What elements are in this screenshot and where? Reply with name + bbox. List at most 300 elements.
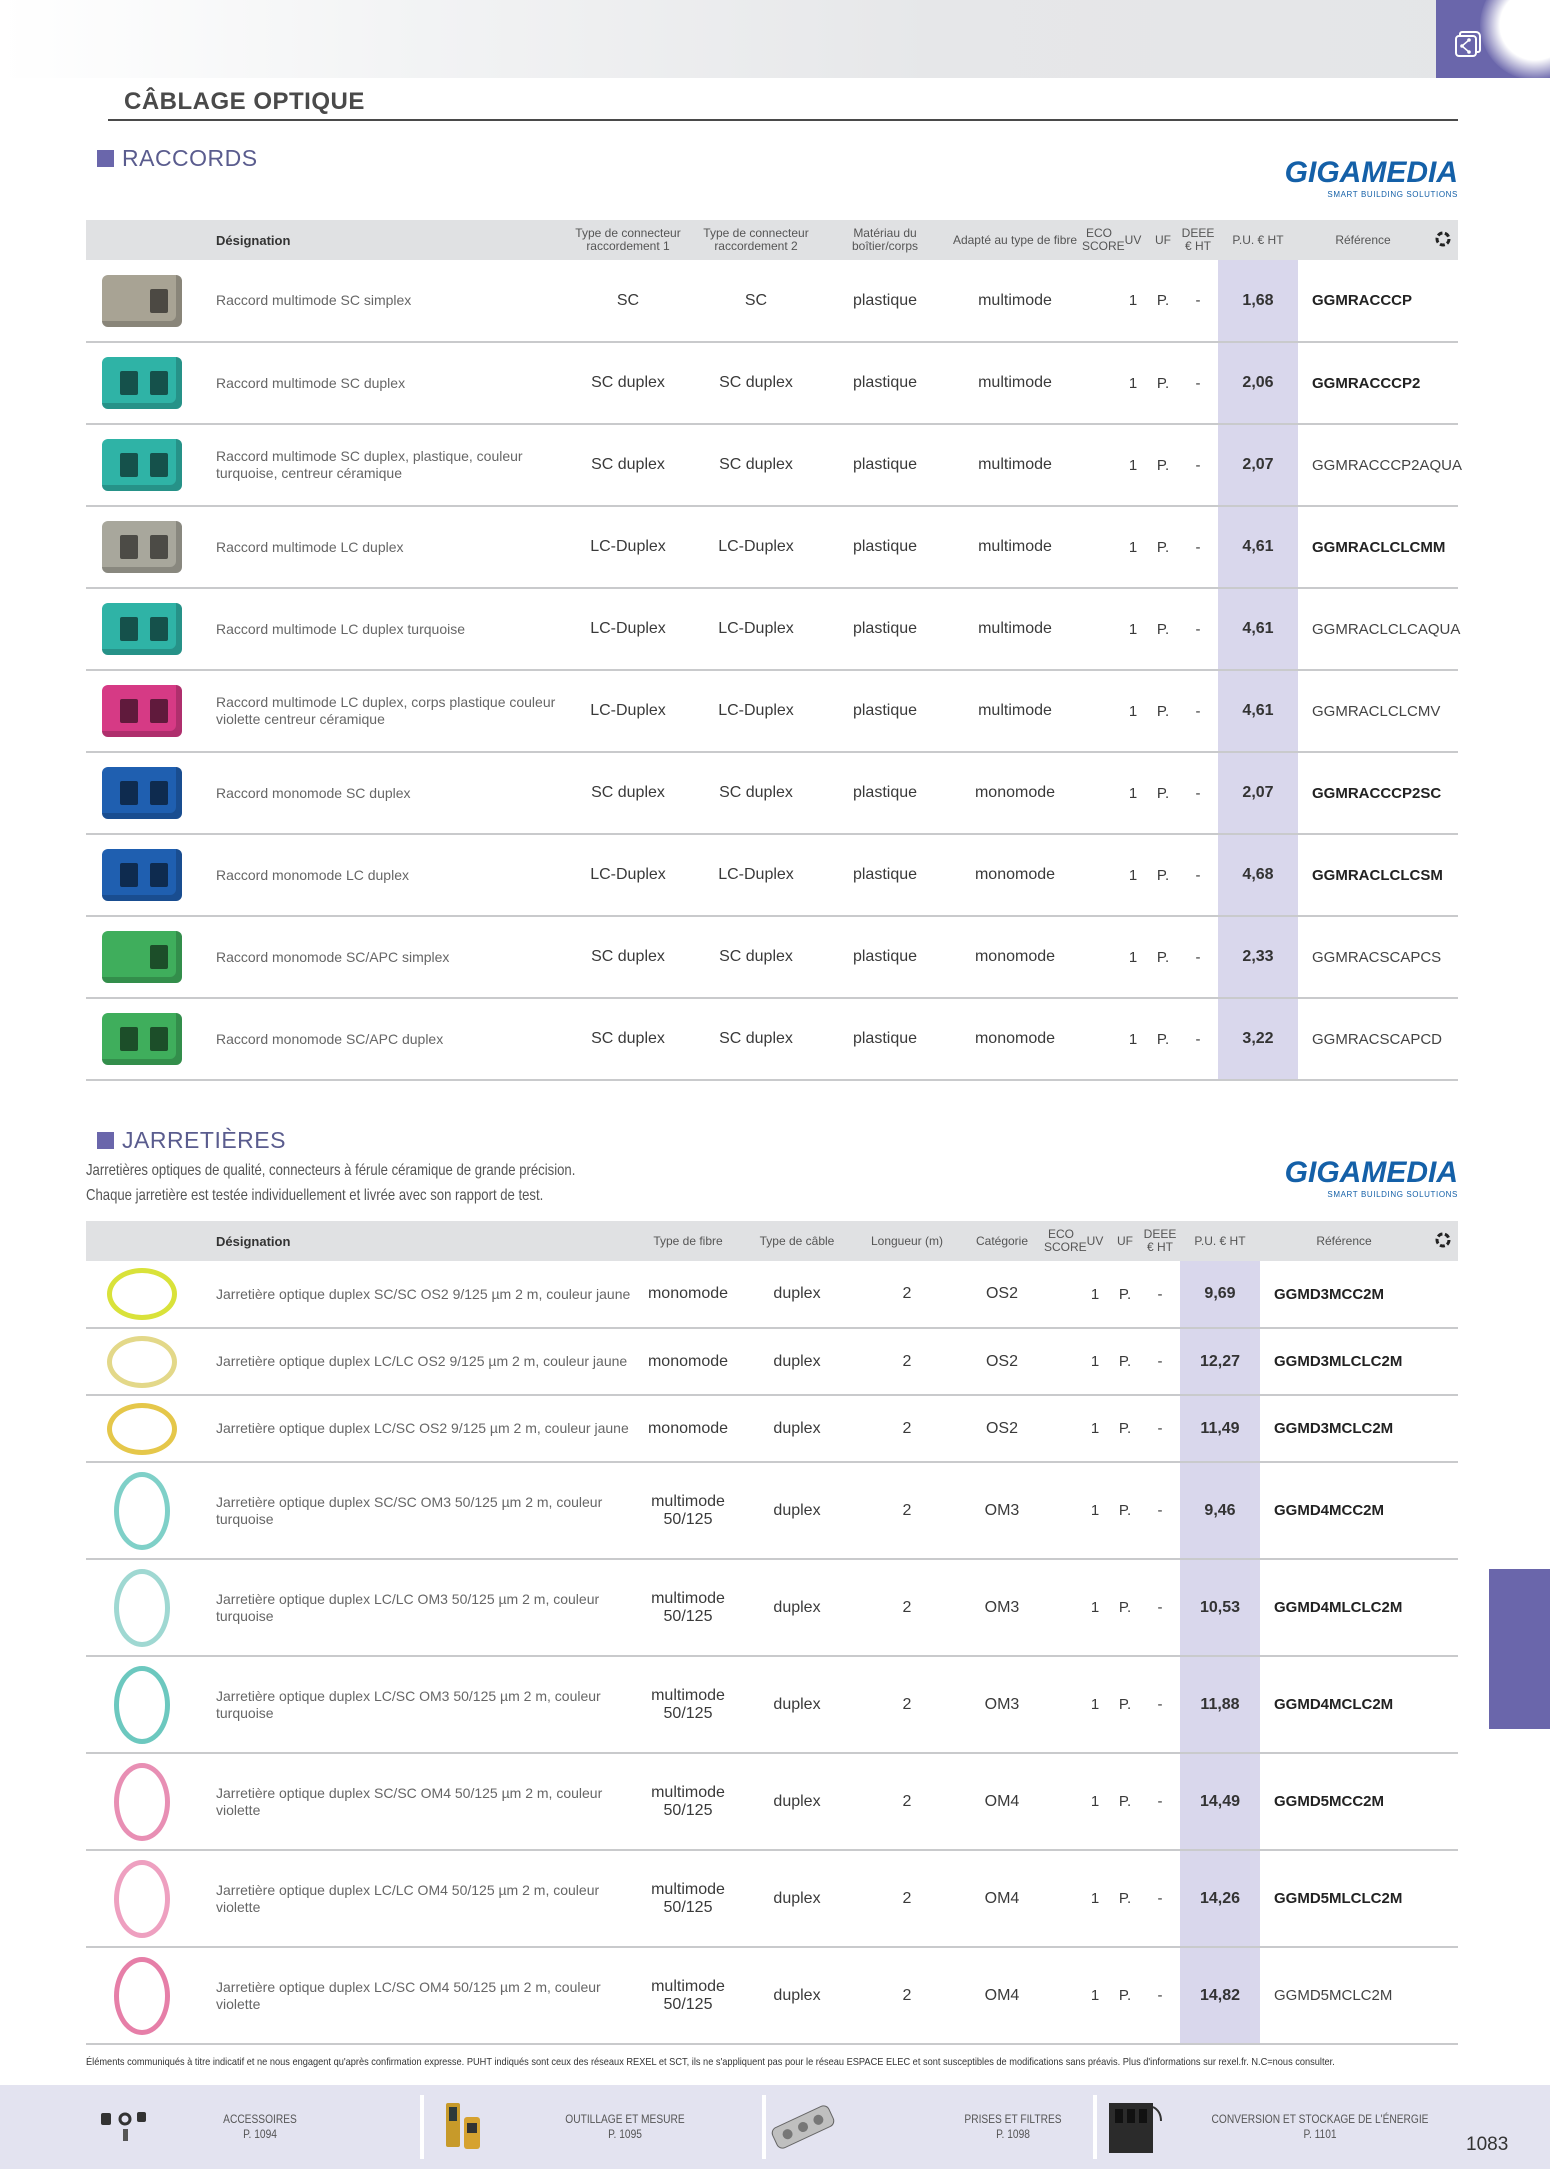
uv: 1 <box>1118 342 1148 424</box>
connector-1: SC duplex <box>564 342 692 424</box>
deee: - <box>1140 1656 1180 1753</box>
table-row[interactable] <box>86 342 1458 424</box>
designation: Jarretière optique duplex LC/SC OM3 50/125 µm 2 m, couleur turquoise <box>204 1656 634 1753</box>
designation: Raccord monomode LC duplex <box>204 834 564 916</box>
deee: - <box>1178 424 1218 506</box>
table-row[interactable] <box>86 1559 1458 1656</box>
fibre-type: multimode <box>950 342 1080 424</box>
adapter-product-icon <box>90 681 194 741</box>
chapter-side-tab[interactable] <box>1489 1569 1550 1729</box>
table-row[interactable] <box>86 1656 1458 1753</box>
fibre-type: monomode <box>950 998 1080 1080</box>
reference: GGMRACSCAPCS <box>1298 916 1428 998</box>
designation: Raccord multimode LC duplex, corps plastique couleur violette centreur céramique <box>204 670 564 752</box>
table-row[interactable] <box>86 1395 1458 1462</box>
recycle-cell <box>1428 1753 1458 1850</box>
nav-page: P. 1094 <box>243 2127 277 2141</box>
uf: P. <box>1148 752 1178 834</box>
connector-2: SC duplex <box>692 424 820 506</box>
nav-page: P. 1098 <box>996 2127 1030 2141</box>
product-shape <box>107 1403 177 1455</box>
uf: P. <box>1148 588 1178 670</box>
uv: 1 <box>1118 752 1148 834</box>
patch-cord-product-icon <box>90 1399 194 1459</box>
unit-price: 14,26 <box>1180 1850 1260 1947</box>
unit-price: 12,27 <box>1180 1328 1260 1395</box>
deee: - <box>1178 260 1218 342</box>
deee: - <box>1140 1850 1180 1947</box>
product-image <box>86 998 204 1080</box>
eco-score <box>1080 424 1118 506</box>
table-row[interactable] <box>86 1261 1458 1328</box>
unit-price: 14,82 <box>1180 1947 1260 2044</box>
reference: GGMRACLCLCSM <box>1298 834 1428 916</box>
fibre-type: multimode 50/125 <box>634 1559 742 1656</box>
unit-price: 2,07 <box>1218 752 1298 834</box>
recycle-cell <box>1428 1462 1458 1559</box>
cable-type: duplex <box>742 1559 852 1656</box>
legal-footnote: Éléments communiqués à titre indicatif et ne nous engagent qu'après confirmation expresse. PUHT indiqués sont ceux des réseaux REXEL et SCT, ils ne s'appliquent pas pour le réseau ESPACE ELEC et sont susceptibles de modifications sans préavis. Plus d'informations sur rexel.fr. N.C=nous consulter. <box>86 2056 1335 2068</box>
product-shape <box>107 1268 177 1320</box>
col-deee: DEEE € HT <box>1181 226 1215 253</box>
measuring-tool-icon <box>430 2097 500 2157</box>
product-image <box>86 1947 204 2044</box>
material: plastique <box>820 342 950 424</box>
col-reference: Référence <box>1316 1233 1372 1248</box>
reference: GGMD5MLCLC2M <box>1260 1850 1428 1947</box>
product-shape <box>102 357 182 409</box>
uf: P. <box>1110 1395 1140 1462</box>
cable-type: duplex <box>742 1753 852 1850</box>
deee: - <box>1178 998 1218 1080</box>
uf: P. <box>1110 1947 1140 2044</box>
designation: Raccord multimode LC duplex turquoise <box>204 588 564 670</box>
fibre-type: multimode 50/125 <box>634 1947 742 2044</box>
uv: 1 <box>1080 1395 1110 1462</box>
deee: - <box>1178 834 1218 916</box>
adapter-product-icon <box>90 763 194 823</box>
section-heading-raccords <box>97 145 258 172</box>
connector-2: LC-Duplex <box>692 834 820 916</box>
product-image <box>86 1559 204 1656</box>
col-fibre-type: Type de fibre <box>653 1233 723 1248</box>
nav-label: CONVERSION ET STOCKAGE DE L'ÉNERGIE <box>1211 2112 1429 2126</box>
eco-score <box>1080 342 1118 424</box>
product-image <box>86 424 204 506</box>
cable-type: duplex <box>742 1947 852 2044</box>
product-image <box>86 834 204 916</box>
col-designation: Désignation <box>216 1233 291 1249</box>
unit-price: 11,88 <box>1180 1656 1260 1753</box>
category: OM4 <box>962 1753 1042 1850</box>
table-row[interactable] <box>86 1850 1458 1947</box>
fibre-type: monomode <box>634 1395 742 1462</box>
uf: P. <box>1148 834 1178 916</box>
nav-label: PRISES ET FILTRES <box>964 2112 1062 2126</box>
table-row[interactable] <box>86 1947 1458 2044</box>
brand-logo <box>1268 158 1458 199</box>
product-shape <box>107 1336 177 1388</box>
table-row[interactable] <box>86 506 1458 588</box>
table-row[interactable] <box>86 424 1458 506</box>
col-price: P.U. € HT <box>1180 1221 1260 1261</box>
nav-divider <box>420 2095 424 2159</box>
fibre-type: monomode <box>950 752 1080 834</box>
unit-price: 4,61 <box>1218 506 1298 588</box>
table-row[interactable] <box>86 1462 1458 1559</box>
length: 2 <box>852 1850 962 1947</box>
jarretieres-table <box>86 1221 1458 2045</box>
uv: 1 <box>1080 1261 1110 1328</box>
material: plastique <box>820 506 950 588</box>
table-row[interactable] <box>86 834 1458 916</box>
reference: GGMD4MLCLC2M <box>1260 1559 1428 1656</box>
designation: Jarretière optique duplex SC/SC OM3 50/125 µm 2 m, couleur turquoise <box>204 1462 634 1559</box>
length: 2 <box>852 1559 962 1656</box>
fibre-type: multimode <box>950 424 1080 506</box>
eco-score <box>1080 834 1118 916</box>
uv: 1 <box>1118 834 1148 916</box>
reference: GGMD3MCLC2M <box>1260 1395 1428 1462</box>
fibre-type: monomode <box>634 1328 742 1395</box>
eco-score <box>1080 588 1118 670</box>
adapter-product-icon <box>90 271 194 331</box>
col-deee: DEEE € HT <box>1143 1227 1177 1254</box>
unit-price: 9,69 <box>1180 1261 1260 1328</box>
unit-price: 3,22 <box>1218 998 1298 1080</box>
uv: 1 <box>1118 670 1148 752</box>
product-shape <box>114 1860 170 1938</box>
uf: P. <box>1148 506 1178 588</box>
cable-type: duplex <box>742 1656 852 1753</box>
section-label: JARRETIÈRES <box>122 1127 286 1153</box>
fibre-type: multimode <box>950 260 1080 342</box>
brand-name: GIGAMEDIA <box>1284 156 1458 189</box>
deee: - <box>1140 1328 1180 1395</box>
patch-cord-product-icon <box>90 1869 194 1929</box>
material: plastique <box>820 588 950 670</box>
page-number: 1083 <box>1466 2134 1509 2155</box>
recycle-cell <box>1428 1395 1458 1462</box>
col-image <box>86 220 204 260</box>
reference: GGMRACSCAPCD <box>1298 998 1428 1080</box>
uf: P. <box>1110 1850 1140 1947</box>
product-shape <box>102 275 182 327</box>
eco-score <box>1080 670 1118 752</box>
col-eco-score: ECO SCORE <box>1082 226 1125 253</box>
uf: P. <box>1110 1462 1140 1559</box>
table-row[interactable] <box>86 998 1458 1080</box>
fibre-type: multimode <box>950 588 1080 670</box>
designation: Jarretière optique duplex LC/LC OM3 50/125 µm 2 m, couleur turquoise <box>204 1559 634 1656</box>
nav-accessoires[interactable] <box>90 2085 360 2169</box>
unit-price: 2,33 <box>1218 916 1298 998</box>
col-connector-2: Type de connecteur raccordement 2 <box>703 226 809 253</box>
fibre-type: monomode <box>950 916 1080 998</box>
uv: 1 <box>1080 1753 1110 1850</box>
material: plastique <box>820 752 950 834</box>
nav-outillage-mesure[interactable] <box>430 2085 750 2169</box>
deee: - <box>1140 1947 1180 2044</box>
eco-score <box>1042 1395 1080 1462</box>
col-uf: UF <box>1117 1233 1133 1248</box>
nav-conversion-stockage[interactable] <box>1100 2085 1460 2169</box>
product-image <box>86 1328 204 1395</box>
product-shape <box>114 1666 170 1744</box>
deee: - <box>1178 506 1218 588</box>
connector-1: LC-Duplex <box>564 834 692 916</box>
connector-1: LC-Duplex <box>564 670 692 752</box>
product-image <box>86 1656 204 1753</box>
unit-price: 14,49 <box>1180 1753 1260 1850</box>
connector-2: SC duplex <box>692 342 820 424</box>
table-row[interactable] <box>86 1328 1458 1395</box>
bottom-nav-bar <box>0 2085 1550 2169</box>
category: OS2 <box>962 1395 1042 1462</box>
eco-score <box>1042 1850 1080 1947</box>
uv: 1 <box>1118 260 1148 342</box>
section-label: RACCORDS <box>122 145 258 171</box>
deee: - <box>1140 1753 1180 1850</box>
eco-score <box>1080 998 1118 1080</box>
length: 2 <box>852 1656 962 1753</box>
fibre-type: monomode <box>950 834 1080 916</box>
col-designation: Désignation <box>216 232 291 248</box>
brand-name: GIGAMEDIA <box>1284 1156 1458 1189</box>
reference: GGMRACLCLCMV <box>1298 670 1428 752</box>
patch-cord-product-icon <box>90 1578 194 1638</box>
uf: P. <box>1148 670 1178 752</box>
patch-cord-product-icon <box>90 1966 194 2026</box>
deee: - <box>1140 1462 1180 1559</box>
cable-type: duplex <box>742 1462 852 1559</box>
eco-score <box>1042 1559 1080 1656</box>
deee: - <box>1178 916 1218 998</box>
designation: Raccord multimode SC duplex, plastique, couleur turquoise, centreur céramique <box>204 424 564 506</box>
recycle-cell <box>1428 1261 1458 1328</box>
connector-1: SC duplex <box>564 752 692 834</box>
unit-price: 4,61 <box>1218 588 1298 670</box>
patch-cord-product-icon <box>90 1332 194 1392</box>
product-shape <box>114 1569 170 1647</box>
brand-logo <box>1268 1158 1458 1199</box>
uf: P. <box>1110 1328 1140 1395</box>
recycle-cell <box>1428 1656 1458 1753</box>
category: OM3 <box>962 1462 1042 1559</box>
cable-type: duplex <box>742 1395 852 1462</box>
designation: Raccord multimode SC duplex <box>204 342 564 424</box>
share-icon[interactable] <box>1454 30 1484 60</box>
connector-1: SC duplex <box>564 916 692 998</box>
length: 2 <box>852 1947 962 2044</box>
uv: 1 <box>1118 506 1148 588</box>
designation: Raccord monomode SC/APC duplex <box>204 998 564 1080</box>
fibre-type: multimode <box>950 506 1080 588</box>
cable-type: duplex <box>742 1328 852 1395</box>
table-row[interactable] <box>86 916 1458 998</box>
unit-price: 9,46 <box>1180 1462 1260 1559</box>
product-shape <box>102 603 182 655</box>
product-image <box>86 1462 204 1559</box>
nav-prises-filtres[interactable] <box>768 2085 1128 2169</box>
product-image <box>86 506 204 588</box>
length: 2 <box>852 1395 962 1462</box>
product-image <box>86 1395 204 1462</box>
product-shape <box>102 1013 182 1065</box>
patch-cord-product-icon <box>90 1772 194 1832</box>
unit-price: 4,68 <box>1218 834 1298 916</box>
designation: Raccord monomode SC duplex <box>204 752 564 834</box>
eco-score <box>1042 1947 1080 2044</box>
unit-price: 10,53 <box>1180 1559 1260 1656</box>
nav-page: P. 1101 <box>1303 2127 1337 2141</box>
connector-1: SC duplex <box>564 998 692 1080</box>
nav-divider <box>1093 2095 1097 2159</box>
uf: P. <box>1110 1559 1140 1656</box>
deee: - <box>1178 752 1218 834</box>
uv: 1 <box>1080 1656 1110 1753</box>
col-connector-1: Type de connecteur raccordement 1 <box>575 226 681 253</box>
category: OM3 <box>962 1559 1042 1656</box>
unit-price: 4,61 <box>1218 670 1298 752</box>
fibre-type: multimode 50/125 <box>634 1753 742 1850</box>
nav-label: ACCESSOIRES <box>223 2112 297 2126</box>
product-shape <box>102 849 182 901</box>
col-fibre: Adapté au type de fibre <box>952 232 1078 247</box>
title-divider <box>108 119 1458 121</box>
length: 2 <box>852 1328 962 1395</box>
reference: GGMRACCCP2SC <box>1298 752 1428 834</box>
reference: GGMRACCCP2AQUA <box>1298 424 1428 506</box>
uf: P. <box>1148 916 1178 998</box>
deee: - <box>1178 342 1218 424</box>
product-image <box>86 752 204 834</box>
eco-score <box>1042 1261 1080 1328</box>
uf: P. <box>1110 1656 1140 1753</box>
designation: Raccord monomode SC/APC simplex <box>204 916 564 998</box>
eco-score <box>1080 260 1118 342</box>
recycle-cell <box>1428 1947 1458 2044</box>
designation: Jarretière optique duplex LC/SC OM4 50/125 µm 2 m, couleur violette <box>204 1947 634 2044</box>
category: OM4 <box>962 1850 1042 1947</box>
length: 2 <box>852 1462 962 1559</box>
section-intro <box>86 1158 575 1208</box>
connector-2: SC duplex <box>692 916 820 998</box>
nav-divider <box>762 2095 766 2159</box>
table-row[interactable] <box>86 588 1458 670</box>
reference: GGMD3MLCLC2M <box>1260 1328 1428 1395</box>
deee: - <box>1140 1395 1180 1462</box>
reference: GGMD4MCC2M <box>1260 1462 1428 1559</box>
adapter-product-icon <box>90 353 194 413</box>
table-header-row <box>86 220 1458 260</box>
power-strip-icon <box>768 2097 838 2157</box>
connector-2: LC-Duplex <box>692 588 820 670</box>
brand-tagline: SMART BUILDING SOLUTIONS <box>1327 1190 1458 1199</box>
category: OS2 <box>962 1261 1042 1328</box>
adapter-product-icon <box>90 599 194 659</box>
deee: - <box>1140 1559 1180 1656</box>
fibre-type: multimode 50/125 <box>634 1850 742 1947</box>
connector-1: SC <box>564 260 692 342</box>
uf: P. <box>1148 998 1178 1080</box>
eco-score <box>1042 1462 1080 1559</box>
material: plastique <box>820 834 950 916</box>
page-title: CÂBLAGE OPTIQUE <box>124 88 365 115</box>
section-square-icon <box>97 150 114 167</box>
material: plastique <box>820 998 950 1080</box>
designation: Jarretière optique duplex SC/SC OS2 9/125 µm 2 m, couleur jaune <box>204 1261 634 1328</box>
table-row[interactable] <box>86 1753 1458 1850</box>
product-image <box>86 1850 204 1947</box>
uf: P. <box>1148 342 1178 424</box>
cable-type: duplex <box>742 1850 852 1947</box>
deee: - <box>1178 670 1218 752</box>
uf: P. <box>1148 424 1178 506</box>
table-header-row <box>86 1221 1458 1261</box>
product-shape <box>114 1957 170 2035</box>
table-row[interactable] <box>86 260 1458 342</box>
fibre-type: multimode <box>950 670 1080 752</box>
reference: GGMRACCCP <box>1298 260 1428 342</box>
uf: P. <box>1110 1261 1140 1328</box>
recycle-icon <box>1428 1221 1458 1261</box>
unit-price: 2,07 <box>1218 424 1298 506</box>
adapter-product-icon <box>90 845 194 905</box>
uv: 1 <box>1118 998 1148 1080</box>
product-shape <box>102 767 182 819</box>
uv: 1 <box>1080 1947 1110 2044</box>
designation: Jarretière optique duplex LC/LC OS2 9/125 µm 2 m, couleur jaune <box>204 1328 634 1395</box>
reference: GGMRACLCLCAQUA <box>1298 588 1428 670</box>
patch-cord-product-icon <box>90 1264 194 1324</box>
fibre-type: monomode <box>634 1261 742 1328</box>
adapter-product-icon <box>90 927 194 987</box>
reference: GGMD4MCLC2M <box>1260 1656 1428 1753</box>
material: plastique <box>820 424 950 506</box>
recycle-cell <box>1428 342 1458 424</box>
product-image <box>86 342 204 424</box>
uv: 1 <box>1118 588 1148 670</box>
corner-tab[interactable] <box>1436 0 1550 78</box>
unit-price: 2,06 <box>1218 342 1298 424</box>
cable-type: duplex <box>742 1261 852 1328</box>
product-image <box>86 670 204 752</box>
uv: 1 <box>1080 1328 1110 1395</box>
connector-2: SC duplex <box>692 998 820 1080</box>
adapter-product-icon <box>90 517 194 577</box>
col-length: Longueur (m) <box>870 1233 944 1248</box>
eco-score <box>1080 916 1118 998</box>
deee: - <box>1178 588 1218 670</box>
table-row[interactable] <box>86 670 1458 752</box>
material: plastique <box>820 670 950 752</box>
designation: Jarretière optique duplex SC/SC OM4 50/125 µm 2 m, couleur violette <box>204 1753 634 1850</box>
recycle-cell <box>1428 1850 1458 1947</box>
eco-score <box>1080 506 1118 588</box>
connector-1: LC-Duplex <box>564 506 692 588</box>
table-row[interactable] <box>86 752 1458 834</box>
material: plastique <box>820 260 950 342</box>
connector-2: LC-Duplex <box>692 670 820 752</box>
fibre-type: multimode 50/125 <box>634 1656 742 1753</box>
product-shape <box>102 931 182 983</box>
uv: 1 <box>1118 916 1148 998</box>
uv: 1 <box>1080 1559 1110 1656</box>
raccords-table <box>86 220 1463 1081</box>
connector-2: SC duplex <box>692 752 820 834</box>
unit-price: 11,49 <box>1180 1395 1260 1462</box>
